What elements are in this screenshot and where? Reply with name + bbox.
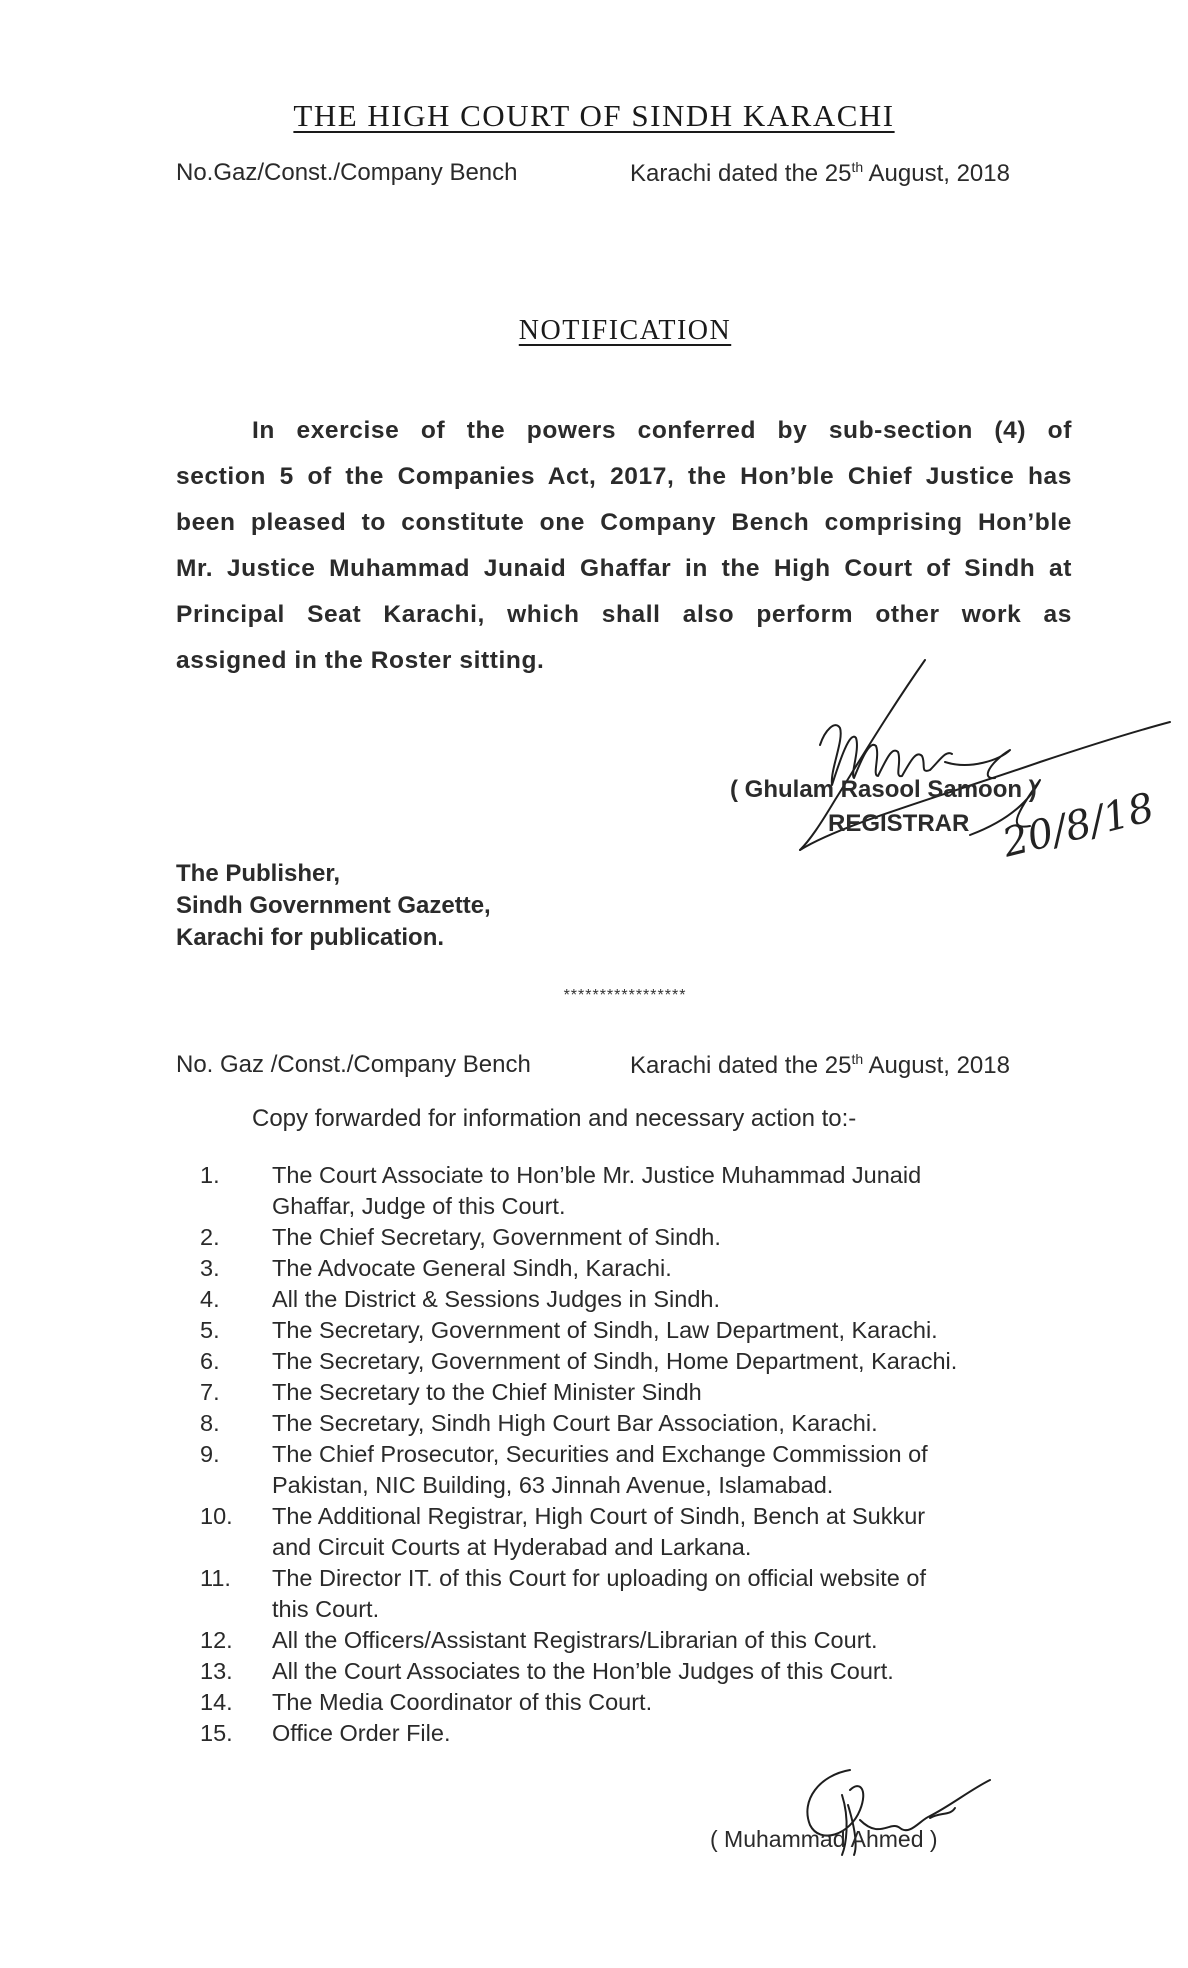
forward-list-item xyxy=(200,1501,1100,1563)
copy-reference-number: No. Gaz /Const./Company Bench xyxy=(176,1051,531,1078)
item-text-continued: this Court. xyxy=(272,1596,380,1622)
item-text: Office Order File. xyxy=(272,1720,451,1746)
forward-list-item xyxy=(200,1687,1100,1718)
body-line: Mr. Justice Muhammad Junaid Ghaffar in the High Court of Sindh at xyxy=(176,555,1072,582)
copy-date xyxy=(630,1051,1010,1080)
registrar-name: ( Ghulam Rasool Samoon ) xyxy=(730,776,1037,803)
item-text: All the Court Associates to the Hon’ble Judges of this Court. xyxy=(272,1658,894,1684)
item-text: The Media Coordinator of this Court. xyxy=(272,1689,653,1715)
forward-list-item xyxy=(200,1315,1100,1346)
forward-list-item xyxy=(200,1408,1100,1439)
item-text-continued: Pakistan, NIC Building, 63 Jinnah Avenue, Islamabad. xyxy=(272,1472,834,1498)
body-line: Principal Seat Karachi, which shall also perform other work as xyxy=(176,601,1072,628)
item-number: 8. xyxy=(200,1410,220,1436)
assistant-name: ( Muhammad Ahmed ) xyxy=(710,1826,938,1852)
forward-list-item xyxy=(200,1253,1100,1284)
publisher-block xyxy=(176,858,491,954)
copy-intro: Copy forwarded for information and necessary action to:- xyxy=(252,1105,857,1132)
item-text: The Secretary, Government of Sindh, Home Department, Karachi. xyxy=(272,1348,958,1374)
forward-list xyxy=(200,1160,1100,1749)
forward-list-item xyxy=(200,1284,1100,1315)
item-number: 11. xyxy=(200,1565,231,1591)
date-prefix: Karachi dated the 25 xyxy=(630,160,852,187)
notification-heading xyxy=(0,315,1188,347)
item-number: 7. xyxy=(200,1379,220,1405)
item-text-continued: Ghaffar, Judge of this Court. xyxy=(272,1193,566,1219)
copy-date-suffix: th xyxy=(851,1051,864,1067)
item-number: 1. xyxy=(200,1162,220,1188)
forward-list-item xyxy=(200,1222,1100,1253)
item-text: The Advocate General Sindh, Karachi. xyxy=(272,1255,672,1281)
forward-list-item xyxy=(200,1718,1100,1749)
reference-number: No.Gaz/Const./Company Bench xyxy=(176,159,518,186)
notification-body xyxy=(176,408,1072,684)
publisher-line: Karachi for publication. xyxy=(176,924,445,951)
body-line: section 5 of the Companies Act, 2017, the Hon’ble Chief Justice has xyxy=(176,463,1072,490)
item-text: The Secretary, Sindh High Court Bar Association, Karachi. xyxy=(272,1410,878,1436)
date-rest: August, 2018 xyxy=(863,160,1010,187)
forward-list-item xyxy=(200,1439,1100,1501)
handwritten-date: 20/8/18 xyxy=(998,784,1159,867)
item-number: 5. xyxy=(200,1317,220,1343)
publisher-line: The Publisher, xyxy=(176,860,341,887)
item-number: 9. xyxy=(200,1441,220,1467)
body-line: been pleased to constitute one Company Bench comprising Hon’ble xyxy=(176,509,1072,536)
publisher-line: Sindh Government Gazette, xyxy=(176,892,491,919)
court-title-text: THE HIGH COURT OF SINDH KARACHI xyxy=(293,98,895,133)
forward-list-item xyxy=(200,1160,1100,1222)
forward-list-item xyxy=(200,1377,1100,1408)
item-number: 4. xyxy=(200,1286,220,1312)
forward-list-item xyxy=(200,1625,1100,1656)
item-number: 2. xyxy=(200,1224,220,1250)
item-text: All the District & Sessions Judges in Sindh. xyxy=(272,1286,721,1312)
item-text: The Additional Registrar, High Court of Sindh, Bench at Sukkur xyxy=(272,1503,926,1529)
date-suffix: th xyxy=(851,159,864,175)
item-text: The Secretary to the Chief Minister Sindh xyxy=(272,1379,702,1405)
item-number: 6. xyxy=(200,1348,220,1374)
item-number: 15. xyxy=(200,1720,233,1746)
item-text: All the Officers/Assistant Registrars/Librarian of this Court. xyxy=(272,1627,878,1653)
forward-list-item xyxy=(200,1656,1100,1687)
copy-date-prefix: Karachi dated the 25 xyxy=(630,1052,852,1079)
item-number: 14. xyxy=(200,1689,233,1715)
item-text: The Court Associate to Hon’ble Mr. Justice Muhammad Junaid xyxy=(272,1162,922,1188)
issue-date xyxy=(630,159,1010,188)
item-text: The Secretary, Government of Sindh, Law Department, Karachi. xyxy=(272,1317,938,1343)
item-number: 10. xyxy=(200,1503,233,1529)
item-text-continued: and Circuit Courts at Hyderabad and Larkana. xyxy=(272,1534,752,1560)
registrar-designation: REGISTRAR xyxy=(828,810,970,837)
forward-list-item xyxy=(200,1346,1100,1377)
item-number: 3. xyxy=(200,1255,220,1281)
copy-date-rest: August, 2018 xyxy=(863,1052,1010,1079)
body-line: In exercise of the powers conferred by sub-section (4) of xyxy=(252,417,1072,444)
separator: ***************** xyxy=(563,987,687,1004)
body-line: assigned in the Roster sitting. xyxy=(176,647,545,674)
forward-list-item xyxy=(200,1563,1100,1625)
registrar-signature xyxy=(740,650,1180,880)
item-number: 13. xyxy=(200,1658,233,1684)
item-text: The Director IT. of this Court for uploading on official website of xyxy=(272,1565,926,1591)
notification-heading-text: NOTIFICATION xyxy=(518,315,732,346)
item-text: The Chief Prosecutor, Securities and Exchange Commission of xyxy=(272,1441,928,1467)
court-title xyxy=(0,98,1188,134)
item-number: 12. xyxy=(200,1627,233,1653)
item-text: The Chief Secretary, Government of Sindh. xyxy=(272,1224,721,1250)
